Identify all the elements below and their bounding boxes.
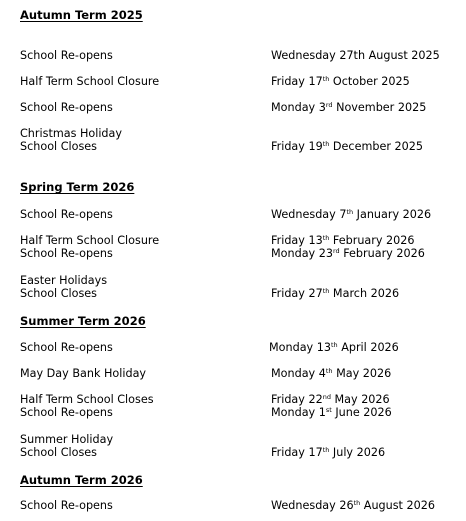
row-label: School Re-opens (20, 341, 113, 354)
row-label: Half Term School Closure School Re-opens (20, 234, 160, 260)
row-date: Monday 3rd November 2025 (271, 101, 427, 114)
row-label: Easter Holidays School Closes (20, 274, 108, 300)
row-label: Half Term School Closes School Re-opens (20, 393, 154, 419)
section-heading-summer-2026: Summer Term 2026 (20, 314, 146, 328)
row-date: Monday 13th April 2026 (269, 341, 399, 354)
row-label: School Re-opens (20, 208, 113, 221)
row-date: Wednesday 27th August 2025 (271, 49, 440, 62)
row-date: Friday 19th December 2025 (271, 140, 423, 153)
row-date: Monday 4th May 2026 (271, 367, 392, 380)
row-date: Friday 27th March 2026 (271, 287, 400, 300)
row-label: School Re-opens (20, 499, 113, 512)
row-date: Friday 17th July 2026 (271, 446, 386, 459)
row-label: Christmas Holiday School Closes (20, 127, 123, 153)
row-date: Friday 22nd May 2026 Monday 1st June 2026 (271, 393, 392, 419)
row-label: School Re-opens (20, 101, 113, 114)
row-label: May Day Bank Holiday (20, 367, 147, 380)
row-label: Half Term School Closure (20, 75, 160, 88)
row-label: Summer Holiday School Closes (20, 433, 114, 459)
section-heading-autumn-2026: Autumn Term 2026 (20, 473, 143, 487)
section-heading-spring-2026: Spring Term 2026 (20, 180, 135, 194)
row-date: Wednesday 7th January 2026 (271, 208, 432, 221)
section-heading-autumn-2025: Autumn Term 2025 (20, 8, 143, 22)
row-date: Wednesday 26th August 2026 (271, 499, 435, 512)
row-date: Friday 13th February 2026 Monday 23rd February 2026 (271, 234, 425, 260)
row-label: School Re-opens (20, 49, 113, 62)
row-date: Friday 17th October 2025 (271, 75, 410, 88)
